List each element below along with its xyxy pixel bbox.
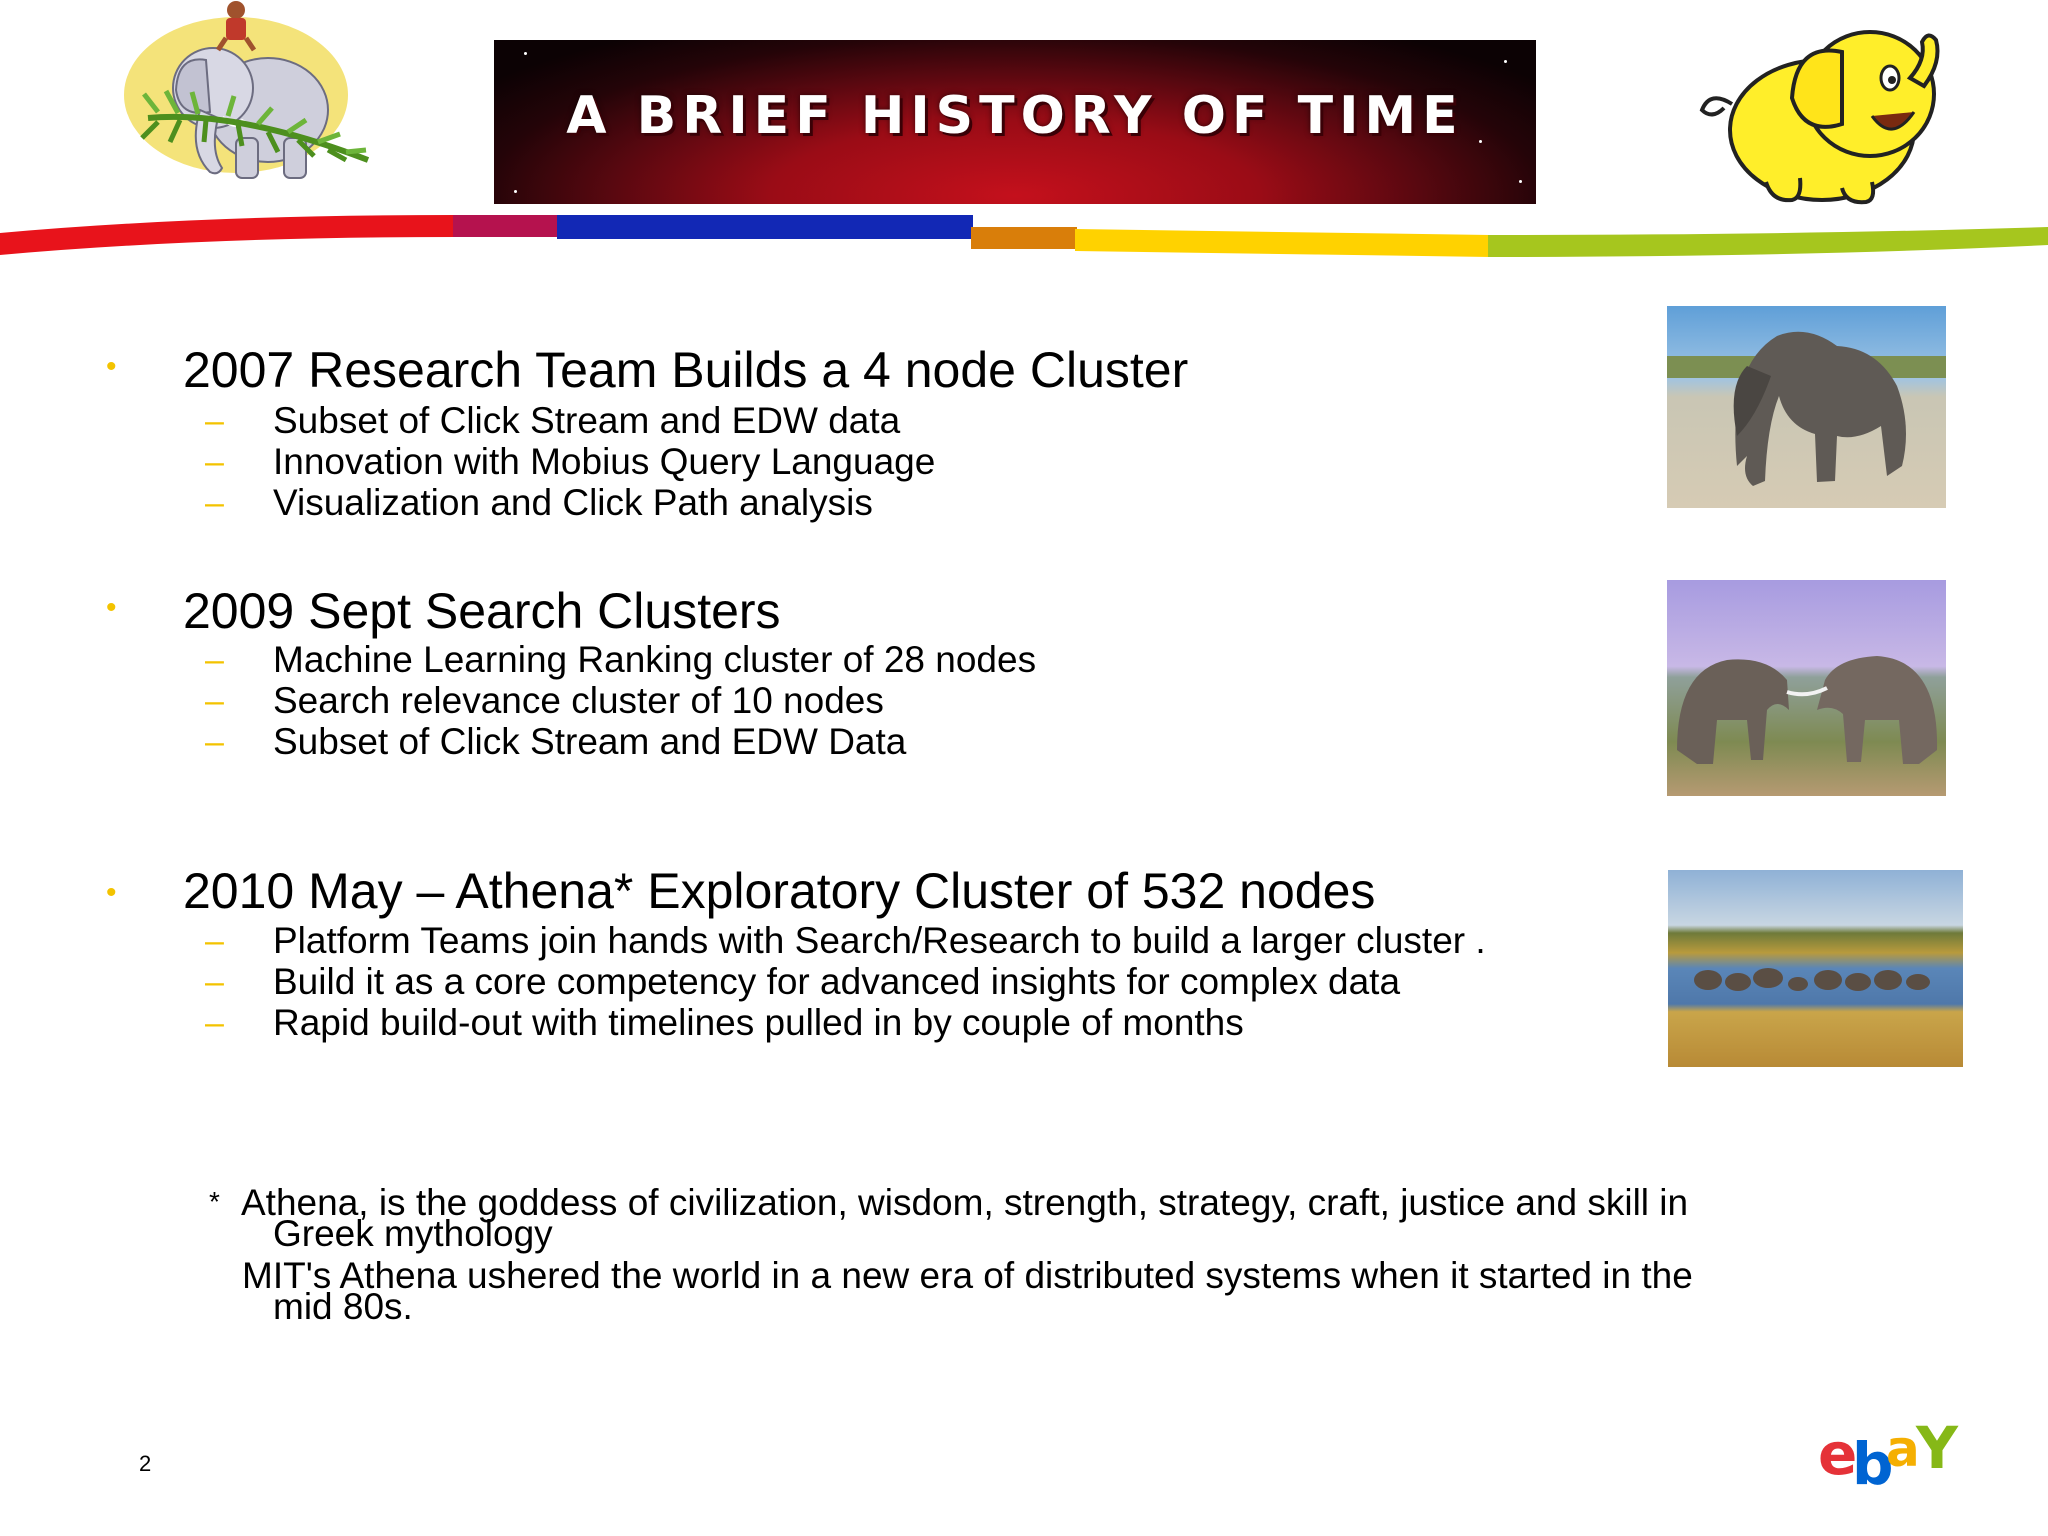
- sub-marker: –: [205, 723, 224, 761]
- fighting-elephants-photo: [1667, 580, 1946, 796]
- list-item: Rapid build-out with timelines pulled in by couple of months: [273, 1002, 1244, 1043]
- list-item: Machine Learning Ranking cluster of 28 nodes: [273, 639, 1037, 680]
- list-item: Build it as a core competency for advanced insights for complex data: [273, 961, 1401, 1002]
- sub-marker: –: [205, 682, 224, 720]
- section-heading: 2007 Research Team Builds a 4 node Cluster: [183, 342, 1189, 398]
- slide-title: A BRIEF HISTORY OF TIME: [566, 86, 1464, 146]
- sub-marker: –: [205, 641, 224, 679]
- list-item: Innovation with Mobius Query Language: [273, 441, 936, 482]
- list-item: Platform Teams join hands with Search/Research to build a larger cluster .: [273, 920, 1486, 961]
- list-item: Subset of Click Stream and EDW data: [273, 400, 901, 441]
- color-stripe: [0, 205, 2048, 285]
- logo-letter-e: e: [1818, 1420, 1858, 1488]
- bullet-marker: •: [106, 876, 117, 909]
- list-item: Subset of Click Stream and EDW Data: [273, 721, 907, 762]
- section-heading: 2010 May – Athena* Exploratory Cluster of 532 nodes: [183, 863, 1376, 919]
- bullet-marker: •: [106, 350, 117, 383]
- footnote-marker: *: [209, 1186, 220, 1217]
- sub-marker: –: [205, 1004, 224, 1042]
- section-heading: 2009 Sept Search Clusters: [183, 583, 781, 639]
- footnote-line: MIT's Athena ushered the world in a new era of distributed systems when it started in the: [242, 1255, 1693, 1296]
- title-banner: [494, 40, 1536, 204]
- ebay-logo: [1818, 1418, 1966, 1488]
- cartoon-elephant-icon: [118, 0, 380, 190]
- footnote-line: Greek mythology: [273, 1213, 553, 1254]
- hadoop-elephant-icon: [1692, 12, 1950, 208]
- footnote-line: Athena, is the goddess of civilization, wisdom, strength, strategy, craft, justice and skill in: [241, 1182, 1689, 1223]
- elephant-herd-photo: [1668, 870, 1963, 1067]
- logo-letter-a: a: [1886, 1420, 1920, 1478]
- sub-marker: –: [205, 443, 224, 481]
- footnote-line: mid 80s.: [273, 1286, 413, 1327]
- logo-letter-y: Y: [1916, 1418, 1958, 1482]
- sub-marker: –: [205, 963, 224, 1001]
- sub-marker: –: [205, 402, 224, 440]
- list-item: Search relevance cluster of 10 nodes: [273, 680, 884, 721]
- page-number: 2: [139, 1451, 152, 1476]
- sub-marker: –: [205, 922, 224, 960]
- sub-marker: –: [205, 484, 224, 522]
- logo-letter-b: b: [1852, 1430, 1894, 1488]
- elephant-photo: [1667, 306, 1946, 508]
- bullet-marker: •: [106, 591, 117, 624]
- list-item: Visualization and Click Path analysis: [273, 482, 873, 523]
